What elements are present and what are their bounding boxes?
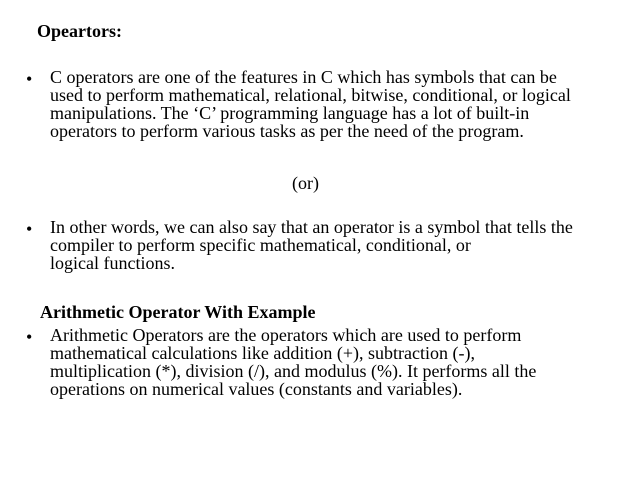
bullet-marker-3: • <box>26 327 33 347</box>
bullet-2-line-1: In other words, we can also say that an operator is a symbol that tells the <box>50 217 573 237</box>
bullet-3-line-2: mathematical calculations like addition (+), subtraction (-), <box>50 343 476 363</box>
or-separator: (or) <box>292 173 319 193</box>
bullet-2-line-2: compiler to perform specific mathematical, conditional, or <box>50 235 471 255</box>
bullet-1-line-3: manipulations. The ‘C’ programming language has a lot of built-in <box>50 103 530 123</box>
bullet-1-line-1: C operators are one of the features in C which has symbols that can be <box>50 67 557 87</box>
section-subheading: Arithmetic Operator With Example <box>40 302 316 322</box>
bullet-3-line-1: Arithmetic Operators are the operators which are used to perform <box>50 325 522 345</box>
bullet-1-text <box>50 68 571 140</box>
bullet-1-line-4: operators to perform various tasks as per the need of the program. <box>50 121 524 141</box>
bullet-marker-2: • <box>26 219 33 239</box>
bullet-3-line-3: multiplication (*), division (/), and modulus (%). It performs all the <box>50 361 537 381</box>
bullet-1-line-2: used to perform mathematical, relational, bitwise, conditional, or logical <box>50 85 571 105</box>
bullet-2-line-3: logical functions. <box>50 253 175 273</box>
slide-title: Opeartors: <box>37 21 122 41</box>
bullet-3-line-4: operations on numerical values (constants and variables). <box>50 379 463 399</box>
bullet-marker-1: • <box>26 69 33 89</box>
bullet-3-text <box>50 326 536 398</box>
bullet-2-text <box>50 218 573 272</box>
